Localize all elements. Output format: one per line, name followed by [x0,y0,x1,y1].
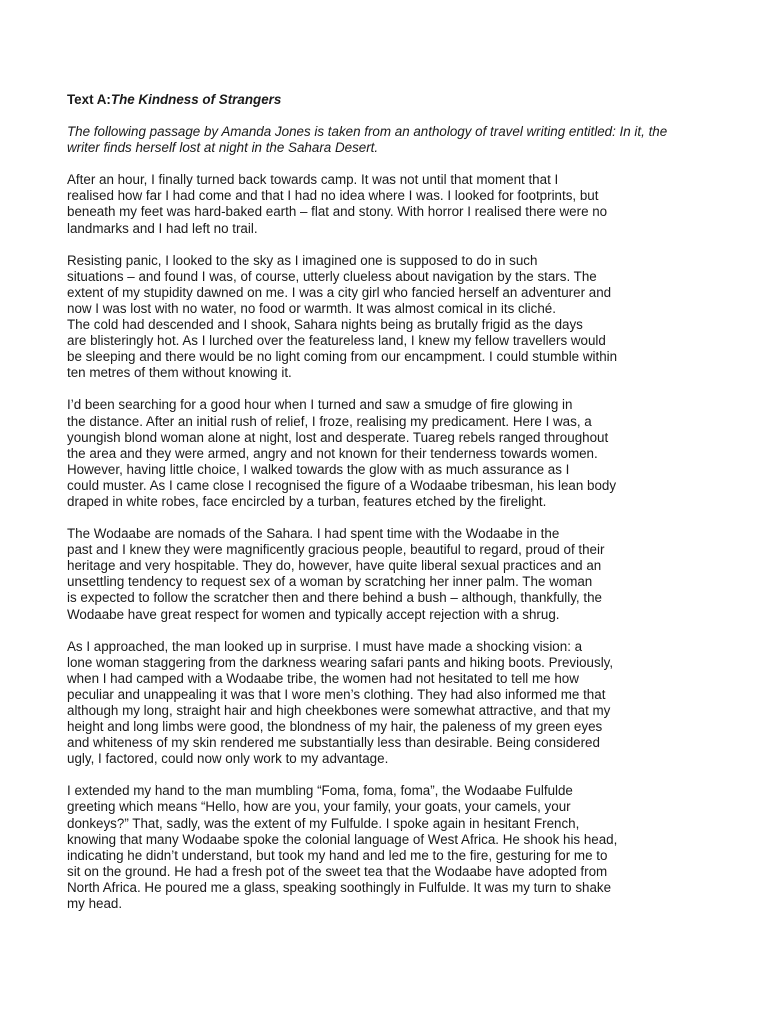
text-line: my head. [67,896,123,912]
text-line: The cold had descended and I shook, Sahara nights being as brutally frigid as the days [67,317,583,333]
text-line: However, having little choice, I walked towards the glow with as much assurance as I [67,461,570,477]
paragraph-5 [67,639,707,768]
text-line: although my long, straight hair and high cheekbones were somewhat attractive, and that my [67,703,611,718]
title-main: The Kindness of Strangers [110,92,282,107]
paragraph-2 [67,253,707,382]
text-line: the distance. After an initial rush of relief, I froze, realising my predicament. Here I was, a [67,413,592,429]
text-line: past and I knew they were magnificently gracious people, beautiful to regard, proud of their [67,542,605,558]
text-line: The Wodaabe are nomads of the Sahara. I had spent time with the Wodaabe in the [67,526,560,542]
text-line: North Africa. He poured me a glass, speaking soothingly in Fulfulde. It was my turn to shake [67,879,612,895]
text-line: is expected to follow the scratcher then and there behind a bush – although, thankfully, the [67,590,602,606]
text-line: are blisteringly hot. As I lurched over the featureless land, I knew my fellow travellers would [67,333,606,349]
text-line: when I had camped with a Wodaabe tribe, the women had not hesitated to tell me how [67,670,579,686]
title-prefix: Text A: [67,92,111,107]
paragraph-3 [67,397,707,510]
document-title [67,92,707,108]
paragraph-6 [67,783,707,912]
text-line: peculiar and unappealing it was that I wore men’s clothing. They had also informed me that [67,686,606,702]
text-line: Resisting panic, I looked to the sky as I imagined one is supposed to do in such [67,252,538,268]
intro-paragraph [67,124,707,156]
intro-line: The following passage by Amanda Jones is taken from an anthology of travel writing entitled: In it, the [67,124,668,140]
text-line: height and long limbs were good, the blondness of my hair, the paleness of my green eyes [67,719,603,735]
text-line: draped in white robes, face encircled by a turban, features etched by the firelight. [67,493,547,509]
text-line: After an hour, I finally turned back towards camp. It was not until that moment that I [67,172,559,188]
text-line: youngish blond woman alone at night, lost and desperate. Tuareg rebels ranged throughout [67,429,609,445]
text-line: As I approached, the man looked up in surprise. I must have made a shocking vision: a [67,638,583,654]
text-line: indicating he didn’t understand, but took my hand and led me to the fire, gesturing for me to [67,847,608,863]
paragraph-4 [67,526,707,623]
text-line: could muster. As I came close I recognised the figure of a Wodaabe tribesman, his lean body [67,477,617,493]
text-line: landmarks and I had left no trail. [67,220,258,236]
text-line: situations – and found I was, of course, utterly clueless about navigation by the stars. The [67,268,597,284]
text-line: and whiteness of my skin rendered me substantially less than desirable. Being considered [67,735,600,751]
text-line: I’d been searching for a good hour when I turned and saw a smudge of fire glowing in [67,397,573,413]
text-line: unsettling tendency to request sex of a woman by scratching her inner palm. The woman [67,574,593,590]
text-line: beneath my feet was hard-baked earth – flat and stony. With horror I realised there were no [67,204,608,220]
document-page [67,92,707,928]
text-line: now I was lost with no water, no food or warmth. It was almost comical in its cliché. [67,300,556,316]
text-line: sit on the ground. He had a fresh pot of the sweet tea that the Wodaabe have adopted from [67,863,608,879]
text-line: extent of my stupidity dawned on me. I was a city girl who fancied herself an adventurer and [67,284,612,300]
intro-line: writer finds herself lost at night in the Sahara Desert. [67,140,379,156]
text-line: Wodaabe have great respect for women and typically accept rejection with a shrug. [67,606,560,622]
text-line: knowing that many Wodaabe spoke the colonial language of West Africa. He shook his head, [67,831,618,847]
text-line: the area and they were armed, angry and not known for their tenderness towards women. [67,445,598,461]
text-line: ten metres of them without knowing it. [67,365,292,381]
text-line: realised how far I had come and that I had no idea where I was. I looked for footprints, but [67,188,599,204]
text-line: donkeys?” That, sadly, was the extent of my Fulfulde. I spoke again in hesitant French, [67,815,580,831]
text-line: greeting which means “Hello, how are you, your family, your goats, your camels, your [67,799,571,815]
text-line: lone woman staggering from the darkness wearing safari pants and hiking boots. Previously, [67,654,614,670]
paragraph-1 [67,172,707,236]
text-line: heritage and very hospitable. They do, however, have quite liberal sexual practices and an [67,558,602,574]
text-line: be sleeping and there would be no light coming from our encampment. I could stumble within [67,349,618,365]
text-line: I extended my hand to the man mumbling “Foma, foma, foma”, the Wodaabe Fulfulde [67,783,573,799]
text-line: ugly, I factored, could now only work to my advantage. [67,751,389,767]
